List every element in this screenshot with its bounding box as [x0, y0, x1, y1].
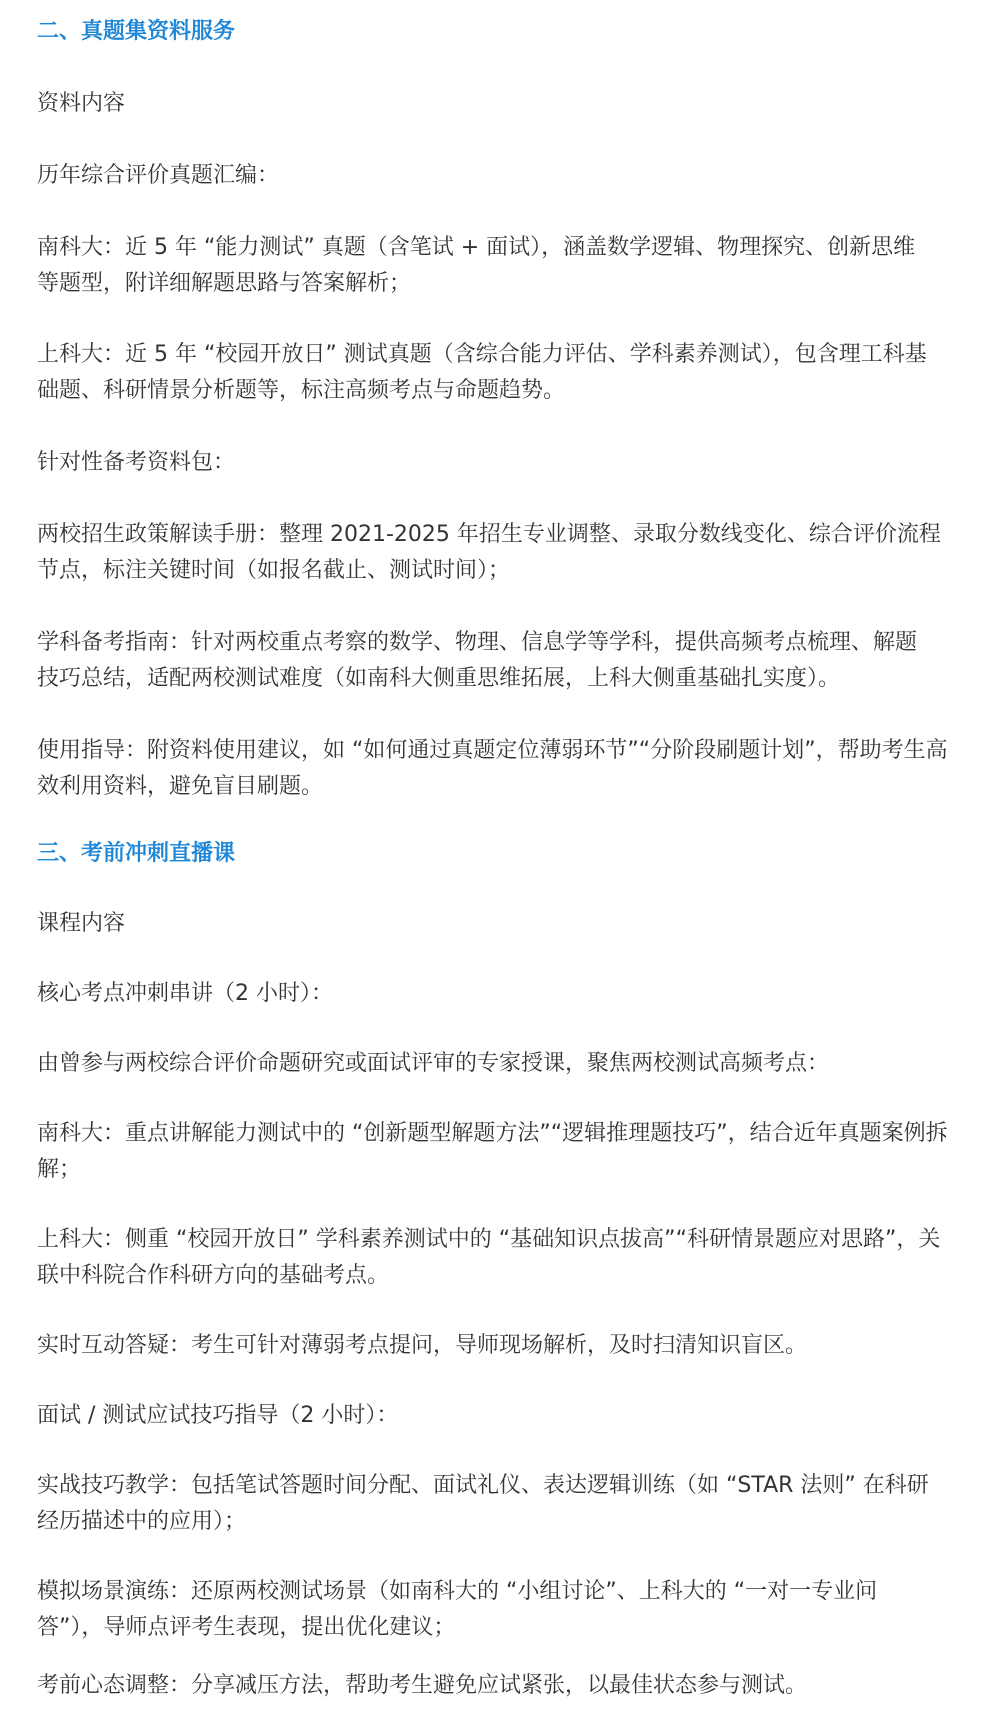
- paragraph-line: 上科大：侧重 “校园开放日” 学科素养测试中的 “基础知识点拔高”“科研情景题应对思路”，关: [37, 1227, 941, 1252]
- paragraph-line: 等题型，附详细解题思路与答案解析；: [37, 271, 412, 296]
- paragraph-line: 面试 / 测试应试技巧指导（2 小时）：: [37, 1403, 399, 1428]
- paragraph-line: 节点，标注关键时间（如报名截止、测试时间）；: [37, 558, 511, 583]
- paragraph-line: 核心考点冲刺串讲（2 小时）：: [37, 981, 333, 1006]
- paragraph-line: 针对性备考资料包：: [37, 450, 236, 475]
- paragraph-line: 历年综合评价真题汇编：: [37, 163, 280, 188]
- paragraph-line: 学科备考指南：针对两校重点考察的数学、物理、信息学等学科，提供高频考点梳理、解题: [37, 630, 918, 655]
- paragraph-line: 技巧总结，适配两校测试难度（如南科大侧重思维拓展，上科大侧重基础扎实度）。: [37, 666, 841, 691]
- paragraph-line: 上科大：近 5 年 “校园开放日” 测试真题（含综合能力评估、学科素养测试），包含理工科基: [37, 342, 927, 367]
- paragraph-line: 两校招生政策解读手册：整理 2021-2025 年招生专业调整、录取分数线变化、综合评价流程: [37, 522, 941, 547]
- paragraph-line: 实战技巧教学：包括笔试答题时间分配、面试礼仪、表达逻辑训练（如 “STAR 法则” 在科研: [37, 1473, 929, 1498]
- paragraph-line: 效利用资料，避免盲目刷题。: [37, 774, 324, 799]
- paragraph-line: 础题、科研情景分析题等，标注高频考点与命题趋势。: [37, 378, 566, 403]
- paragraph-line: 由曾参与两校综合评价命题研究或面试评审的专家授课，聚焦两校测试高频考点：: [37, 1051, 830, 1076]
- paragraph-line: 资料内容: [37, 91, 126, 116]
- section-heading: 二、真题集资料服务: [37, 19, 236, 44]
- paragraph-line: 课程内容: [37, 911, 126, 936]
- paragraph-line: 实时互动答疑：考生可针对薄弱考点提问，导师现场解析，及时扫清知识盲区。: [37, 1333, 808, 1358]
- paragraph-line: 联中科院合作科研方向的基础考点。: [37, 1263, 390, 1288]
- paragraph-line: 模拟场景演练：还原两校测试场景（如南科大的 “小组讨论”、上科大的 “一对一专业问: [37, 1579, 878, 1604]
- paragraph-line: 解；: [37, 1157, 82, 1182]
- paragraph-line: 南科大：近 5 年 “能力测试” 真题（含笔试 + 面试），涵盖数学逻辑、物理探究、创新思维: [37, 235, 916, 260]
- paragraph-line: 考前心态调整：分享减压方法，帮助考生避免应试紧张，以最佳状态参与测试。: [37, 1673, 808, 1698]
- section-heading: 三、考前冲刺直播课: [37, 841, 236, 866]
- paragraph-line: 南科大：重点讲解能力测试中的 “创新题型解题方法”“逻辑推理题技巧”，结合近年真题案例拆: [37, 1121, 948, 1146]
- paragraph-line: 经历描述中的应用）；: [37, 1509, 247, 1534]
- paragraph-line: 使用指导：附资料使用建议，如 “如何通过真题定位薄弱环节”“分阶段刷题计划”，帮助考生高: [37, 738, 948, 763]
- paragraph-line: 答”），导师点评考生表现，提出优化建议；: [37, 1615, 456, 1640]
